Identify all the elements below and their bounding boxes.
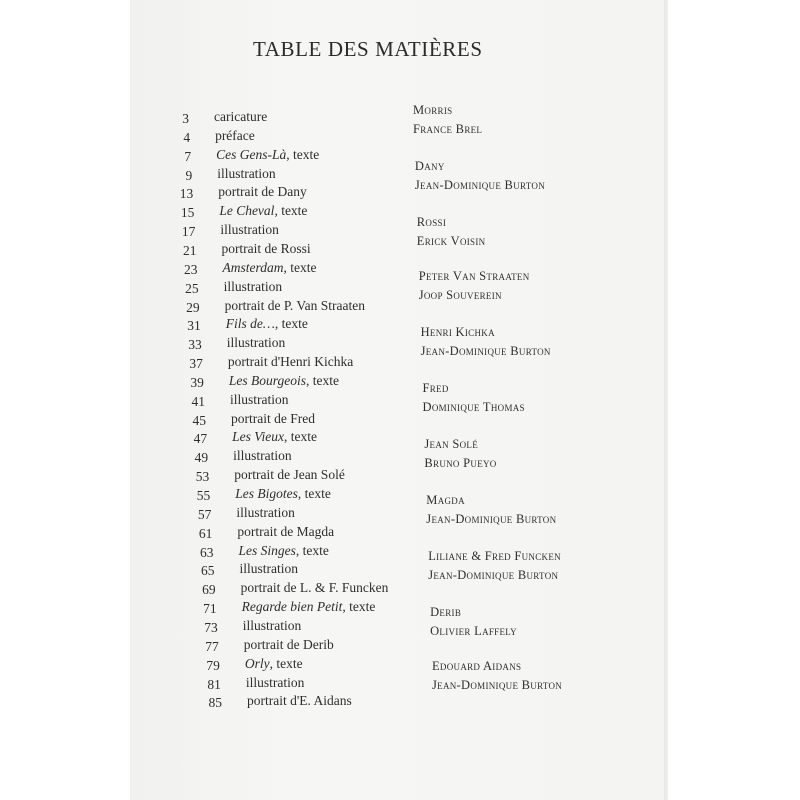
toc-entry xyxy=(241,581,389,595)
credit-photographer: Bruno Pueyo xyxy=(424,456,497,470)
toc-entry-label: portrait de Dany xyxy=(218,184,307,200)
credit-artist: Peter Van Straaten xyxy=(418,269,530,283)
toc-entry-label: illustration xyxy=(226,335,286,351)
toc-page-number: 61 xyxy=(198,525,213,541)
toc-entry xyxy=(244,638,334,652)
page-title: TABLE DES MATIÈRES xyxy=(253,37,483,61)
toc-entry xyxy=(214,110,267,124)
toc-entry xyxy=(221,242,310,256)
toc-entry xyxy=(230,393,289,407)
toc-page-number: 7 xyxy=(184,148,192,164)
toc-page-number: 4 xyxy=(183,129,191,145)
toc-entry xyxy=(220,223,279,237)
toc-page-number: 71 xyxy=(203,601,217,617)
toc-entry-label: illustration xyxy=(229,391,289,407)
toc-entry-label: illustration xyxy=(217,165,276,181)
toc-entry xyxy=(243,619,302,633)
toc-page-number: 53 xyxy=(195,469,210,485)
credit-photographer: Jean-Dominique Burton xyxy=(428,568,559,582)
toc-entry xyxy=(226,317,308,331)
toc-page-number: 77 xyxy=(205,638,219,654)
toc-entry-label: portrait d'Henri Kichka xyxy=(227,354,354,370)
credit-photographer: Jean-Dominique Burton xyxy=(432,678,563,692)
toc-entry xyxy=(216,148,319,162)
toc-entry xyxy=(227,336,286,350)
toc-entry-label: , texte xyxy=(274,203,308,219)
toc-entry-label: , texte xyxy=(295,542,329,558)
toc-entry xyxy=(233,449,292,463)
toc-entry-title: Regarde bien Petit xyxy=(241,599,343,615)
toc-page-number: 25 xyxy=(185,280,199,296)
credit-photographer: Jean-Dominique Burton xyxy=(414,178,545,192)
toc-page-number: 23 xyxy=(184,261,198,277)
toc-entry xyxy=(224,280,283,294)
toc-entry-label: portrait de Rossi xyxy=(221,240,311,256)
toc-entry-label: illustration xyxy=(223,278,283,294)
toc-entry-label: illustration xyxy=(236,504,295,520)
toc-entry-label: , texte xyxy=(283,259,317,275)
toc-entry xyxy=(247,694,352,708)
toc-entry xyxy=(246,676,305,690)
toc-entry-label: , texte xyxy=(269,655,303,671)
toc-page-number: 33 xyxy=(188,337,202,353)
credit-photographer: Jean-Dominique Burton xyxy=(426,512,557,526)
toc-entry-label: , texte xyxy=(342,599,376,615)
toc-entry xyxy=(229,374,339,388)
toc-page-number: 79 xyxy=(206,657,220,673)
toc-page-number: 69 xyxy=(202,582,216,598)
toc-entry-label: , texte xyxy=(283,429,317,445)
toc-entry xyxy=(232,430,317,444)
toc-page-number: 47 xyxy=(193,431,208,447)
toc-entry-title: Les Bourgeois xyxy=(228,372,307,388)
toc-page-number: 63 xyxy=(199,544,214,560)
credit-photographer: Olivier Laffely xyxy=(430,624,517,638)
toc-page-number: 9 xyxy=(185,167,193,183)
toc-page-number: 85 xyxy=(208,695,222,711)
toc-page-number: 65 xyxy=(201,563,215,579)
credit-artist: Fred xyxy=(422,381,449,395)
toc-entry xyxy=(215,129,255,143)
toc-page-number: 73 xyxy=(204,619,218,635)
credit-photographer: France Brel xyxy=(413,122,483,136)
toc-entry-label: portrait de Fred xyxy=(231,410,316,426)
toc-entry-label: portrait de Magda xyxy=(237,523,335,539)
toc-page-number: 29 xyxy=(186,299,200,315)
credit-photographer: Jean-Dominique Burton xyxy=(420,344,551,358)
credit-artist: Morris xyxy=(413,103,453,117)
toc-entry xyxy=(219,204,307,218)
toc-entry-label: illustration xyxy=(220,222,279,238)
toc-entry-label: illustration xyxy=(245,674,305,690)
toc-page-number: 55 xyxy=(196,488,211,503)
toc-page-number: 39 xyxy=(190,374,204,390)
toc-page-number: 45 xyxy=(192,412,207,428)
toc-entry-title: Le Cheval xyxy=(219,203,275,219)
credit-artist: Magda xyxy=(426,493,465,507)
toc-entry-label: , texte xyxy=(297,486,331,501)
toc-page-number: 37 xyxy=(189,356,203,372)
toc-entry-label: portrait de Derib xyxy=(243,636,334,652)
toc-entry-label: , texte xyxy=(286,146,320,162)
toc-entry xyxy=(217,167,276,181)
toc-entry-label: portrait d'E. Aidans xyxy=(247,693,352,709)
credit-artist: Edouard Aidans xyxy=(432,659,522,673)
toc-page-number: 3 xyxy=(182,111,189,126)
toc-page-number: 81 xyxy=(207,676,221,692)
toc-entry xyxy=(240,562,299,576)
toc-entry xyxy=(223,261,317,275)
toc-page-number: 57 xyxy=(197,506,212,522)
credit-artist: Dany xyxy=(414,159,445,173)
credit-photographer: Erick Voisin xyxy=(416,234,486,248)
credit-artist: Jean Solé xyxy=(424,437,479,451)
toc-entry xyxy=(242,600,376,614)
credit-artist: Derib xyxy=(430,605,462,619)
toc-entry-label: portrait de P. Van Straaten xyxy=(224,297,365,313)
credit-artist: Liliane & Fred Funcken xyxy=(428,549,561,563)
toc-entry-title: Les Singes xyxy=(238,542,296,558)
toc-entry xyxy=(228,355,353,369)
toc-page-number: 15 xyxy=(180,205,195,221)
page-edge-shadow xyxy=(664,0,670,800)
toc-entry xyxy=(236,506,295,520)
toc-page-number: 31 xyxy=(187,318,201,334)
toc-page-number: 17 xyxy=(181,224,196,240)
toc-entry xyxy=(231,412,315,426)
credit-photographer: Joop Souverein xyxy=(418,288,502,302)
toc-entry-title: Fils de… xyxy=(225,316,275,332)
toc-entry-title: Orly xyxy=(244,655,270,671)
credit-artist: Rossi xyxy=(416,215,447,229)
toc-entry-label: illustration xyxy=(233,448,292,464)
toc-page-number: 41 xyxy=(191,393,205,409)
toc-entry xyxy=(237,525,334,539)
toc-entry-label: caricature xyxy=(214,109,268,124)
toc-entry xyxy=(238,544,328,558)
toc-page-number: 13 xyxy=(179,186,194,202)
toc-entry xyxy=(218,185,306,199)
toc-entry xyxy=(225,299,365,313)
toc-entry-label: , texte xyxy=(274,316,308,332)
toc-entry-label: illustration xyxy=(239,561,299,577)
credit-artist: Henri Kichka xyxy=(420,325,495,339)
toc-entry-label: illustration xyxy=(242,617,302,633)
toc-entry-title: Les Bigotes xyxy=(235,486,298,501)
toc-entry-title: Les Vieux xyxy=(232,429,284,445)
toc-entry xyxy=(245,657,303,671)
toc-entry-title: Ces Gens-Là xyxy=(216,146,287,162)
toc-page-number: 49 xyxy=(194,450,209,466)
toc-entry-label: portrait de Jean Solé xyxy=(234,467,345,483)
toc-entry xyxy=(235,487,331,501)
credit-photographer: Dominique Thomas xyxy=(422,400,525,414)
toc-page-number: 21 xyxy=(182,242,197,258)
toc-entry-label: préface xyxy=(215,127,255,143)
toc-entry-label: portrait de L. & F. Funcken xyxy=(240,580,389,596)
toc-entry-title: Amsterdam xyxy=(222,259,284,275)
toc-entry xyxy=(234,468,345,482)
toc-entry-label: , texte xyxy=(306,372,340,388)
